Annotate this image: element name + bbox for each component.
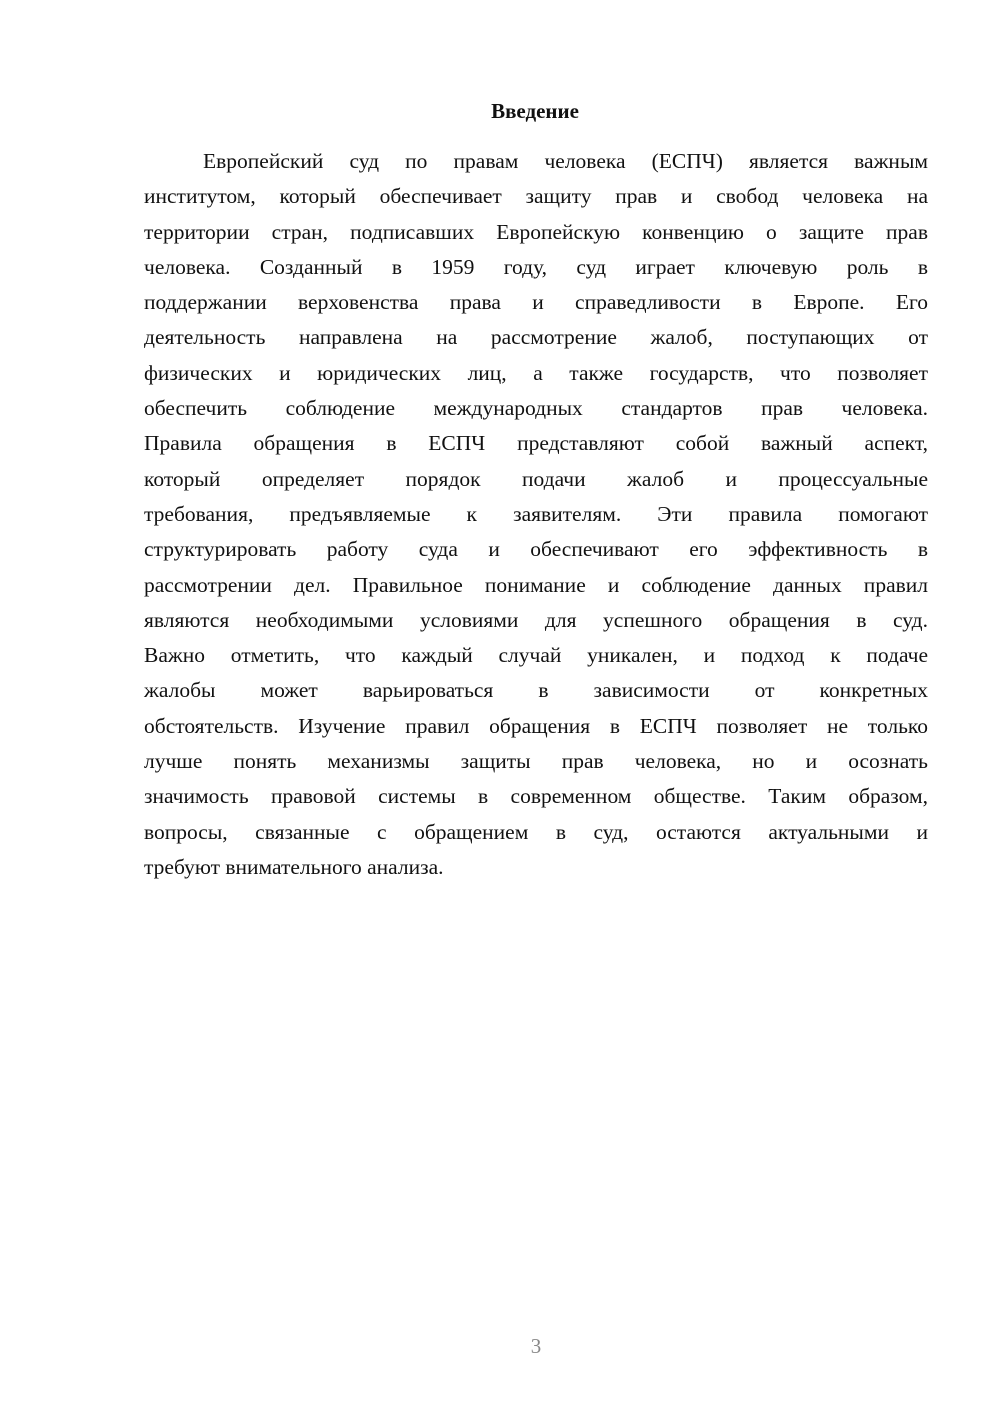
paragraph-line: обеспечить соблюдение международных стандартов прав человека.: [144, 396, 928, 421]
paragraph-line: вопросы, связанные с обращением в суд, остаются актуальными и: [144, 819, 928, 844]
paragraph-line: требования, предъявляемые к заявителям. Эти правила помогают: [144, 501, 928, 526]
page-number: 3: [530, 1334, 542, 1358]
section-heading: Введение: [491, 99, 579, 123]
paragraph-line: значимость правовой системы в современном обществе. Таким образом,: [144, 784, 928, 809]
paragraph-line: деятельность направлена на рассмотрение жалоб, поступающих от: [144, 325, 928, 350]
paragraph-line: жалобы может варьироваться в зависимости от конкретных: [144, 678, 928, 703]
paragraph-line: физических и юридических лиц, а также государств, что позволяет: [144, 360, 928, 385]
paragraph-line: обстоятельств. Изучение правил обращения в ЕСПЧ позволяет не только: [144, 713, 928, 738]
paragraph-line: Правила обращения в ЕСПЧ представляют собой важный аспект,: [144, 431, 928, 456]
paragraph-line: лучше понять механизмы защиты прав человека, но и осознать: [144, 749, 928, 774]
paragraph-line: структурировать работу суда и обеспечивают его эффективность в: [144, 537, 928, 562]
paragraph-line: требуют внимательного анализа.: [144, 854, 444, 879]
paragraph-line: институтом, который обеспечивает защиту прав и свобод человека на: [144, 184, 928, 209]
paragraph-line: территории стран, подписавших Европейскую конвенцию о защите прав: [144, 219, 928, 244]
paragraph-line: поддержании верховенства права и справедливости в Европе. Его: [144, 290, 928, 315]
introduction-paragraph: [144, 144, 928, 885]
paragraph-line: рассмотрении дел. Правильное понимание и соблюдение данных правил: [144, 572, 928, 597]
paragraph-line: Европейский суд по правам человека (ЕСПЧ) является важным: [203, 149, 928, 173]
paragraph-line: который определяет порядок подачи жалоб и процессуальные: [144, 466, 928, 491]
paragraph-line: являются необходимыми условиями для успешного обращения в суд.: [144, 607, 928, 632]
paragraph-line: Важно отметить, что каждый случай уникален, и подход к подаче: [144, 643, 928, 668]
paragraph-line: человека. Созданный в 1959 году, суд играет ключевую роль в: [144, 254, 928, 279]
